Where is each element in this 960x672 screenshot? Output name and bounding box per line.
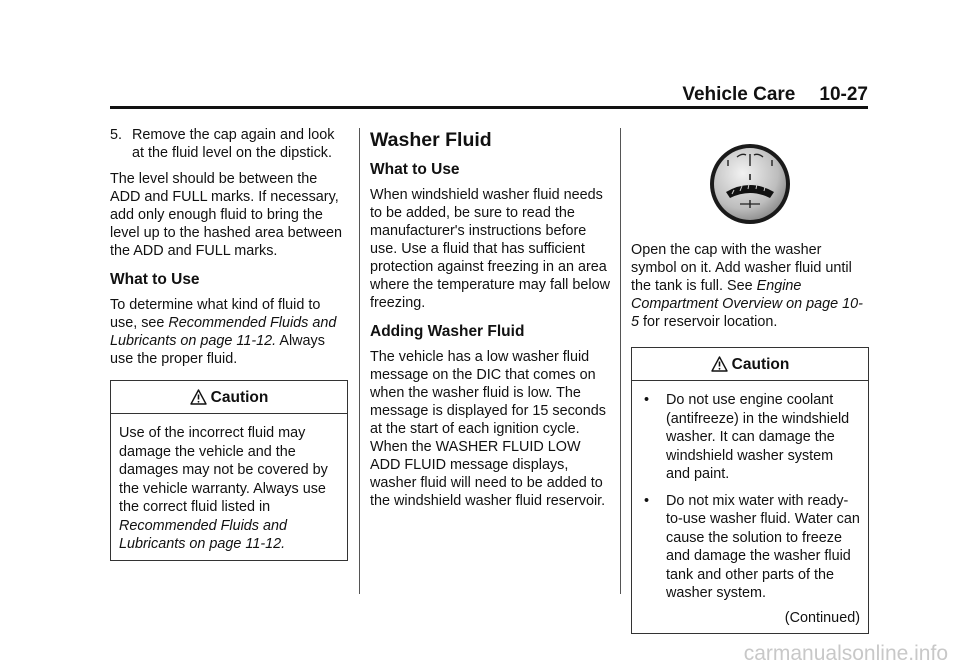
- recommended-fluids-link[interactable]: Recommended Fluids and Lubricants on page 11-12.: [110, 315, 337, 349]
- column-2: [370, 128, 610, 518]
- adding-washer-fluid-paragraph: The vehicle has a low washer fluid message on the DIC that comes on when the washer fluid is low. The message is displayed for 15 seconds at the start of each ignition cycle. When the WASHER FLUID LOW ADD FLUID message displays, washer fluid will need to be added to the windshield washer fluid reservoir.: [370, 349, 606, 509]
- step-number: 5.: [110, 127, 123, 143]
- washer-fluid-paragraph: When windshield washer fluid needs to be added, be sure to read the manufacturer's instructions before use. Use a fluid that has sufficient protection against freezing in an area where the temperature may fall below freezing.: [370, 187, 610, 311]
- watermark: carmanualsonline.info: [743, 642, 948, 665]
- caution-box-1: [110, 380, 348, 561]
- warning-triangle-icon: [711, 356, 728, 372]
- caution-header-2: [632, 348, 868, 381]
- caution-bullet: • Do not use engine coolant (antifreeze) in the windshield washer. It can damage the windshield washer system and paint.: [640, 391, 860, 484]
- caution-box-2: [631, 347, 869, 634]
- header-rule: [110, 106, 868, 109]
- adding-washer-fluid-heading: Adding Washer Fluid: [370, 323, 525, 340]
- page-header: [110, 84, 868, 106]
- column-3: [631, 134, 869, 634]
- continued-label: (Continued): [784, 609, 860, 626]
- washer-fluid-cap-icon: [708, 142, 792, 226]
- washer-icon-wrap: [631, 142, 869, 231]
- open-cap-paragraph: Open the cap with the washer symbol on it. Add washer fluid until the tank is full. See Engine Compartment Overview on page 10-5 for reservoir location.: [631, 242, 863, 330]
- column-divider-1: [359, 128, 360, 594]
- column-1: [110, 126, 348, 561]
- caution-body-2: [632, 381, 868, 633]
- step-text: Remove the cap again and look at the fluid level on the dipstick.: [132, 127, 335, 161]
- fluid-type-paragraph: To determine what kind of fluid to use, see Recommended Fluids and Lubricants on page 11-12. Always use the proper fluid.: [110, 297, 337, 367]
- what-to-use-heading-2: What to Use: [370, 161, 460, 178]
- what-to-use-heading: What to Use: [110, 271, 200, 288]
- level-paragraph: The level should be between the ADD and FULL marks. If necessary, add only enough fluid to bring the level up to the hashed area between the ADD and FULL marks.: [110, 171, 343, 259]
- page-number: 10-27: [819, 84, 868, 105]
- caution-bullet: • Do not mix water with ready-to-use washer fluid. Water can cause the solution to freeze and damage the washer fluid tank and other parts of the washer system.: [640, 492, 860, 603]
- bullet-icon: •: [644, 492, 650, 509]
- column-divider-2: [620, 128, 621, 594]
- section-title: Vehicle Care: [682, 84, 796, 105]
- recommended-fluids-link-2[interactable]: Recommended Fluids and Lubricants on page 11-12.: [119, 517, 287, 552]
- caution-header: [111, 381, 347, 414]
- caution-body: Use of the incorrect fluid may damage the vehicle and the damages may not be covered by the vehicle warranty. Always use the correct fluid listed in Recommended Fluids and Lubricants on page 11-12.: [119, 425, 328, 552]
- bullet-icon: •: [644, 392, 650, 408]
- washer-fluid-title: Washer Fluid: [370, 129, 492, 151]
- warning-triangle-icon: [190, 389, 207, 405]
- step-5: [110, 126, 348, 162]
- caution-title-2: Caution: [731, 356, 790, 373]
- engine-compartment-link[interactable]: Engine Compartment Overview on page 10-5: [631, 278, 863, 330]
- caution-title: Caution: [210, 389, 269, 406]
